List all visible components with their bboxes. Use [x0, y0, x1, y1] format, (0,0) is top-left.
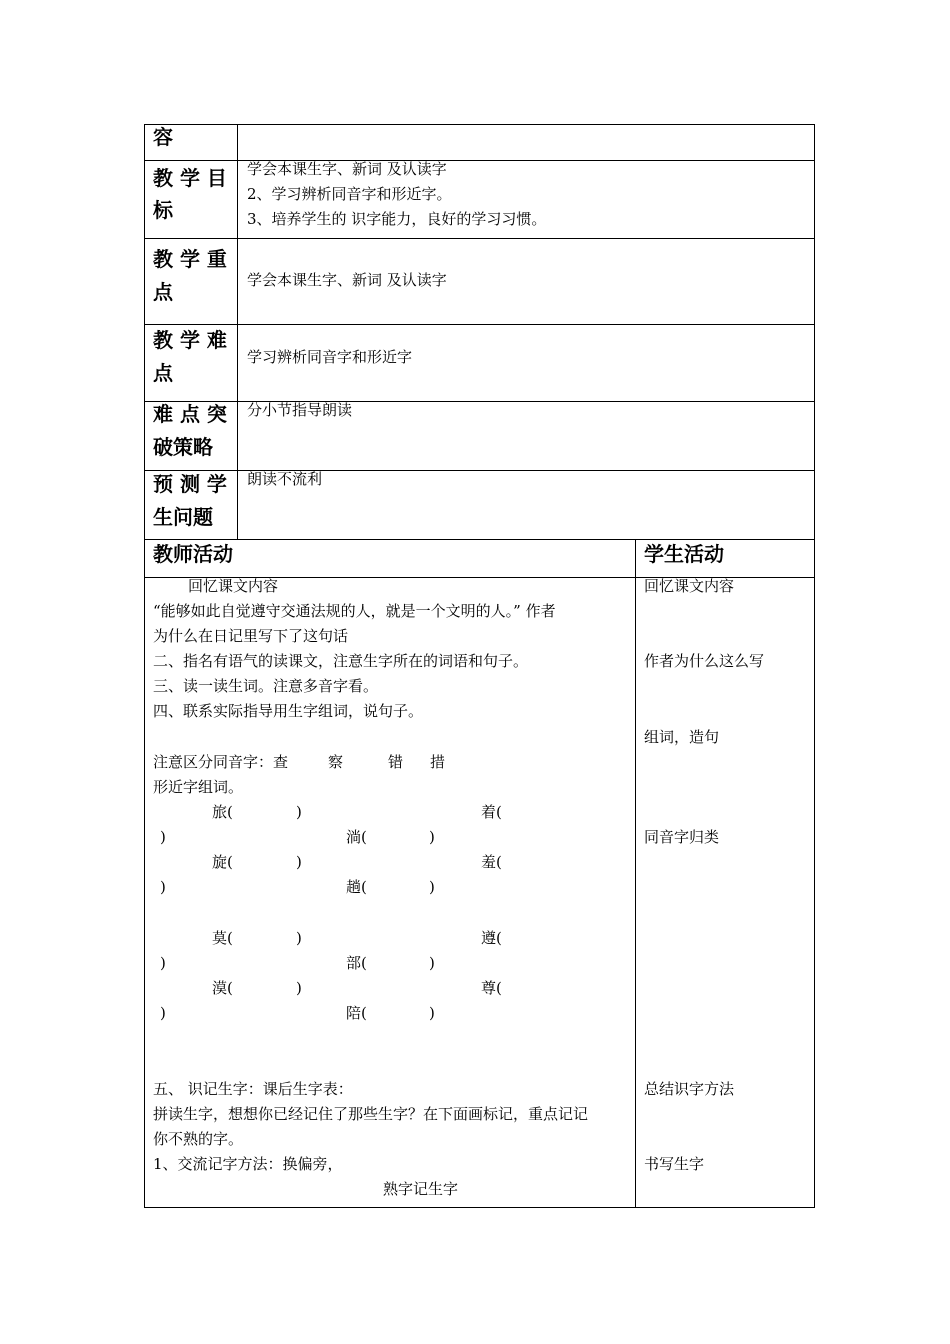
- table-border: [144, 324, 815, 325]
- student-line: 同音字归类: [644, 828, 720, 846]
- char-item-close: ): [296, 803, 302, 821]
- table-border: [144, 124, 145, 1208]
- char-item-close: ): [429, 828, 435, 846]
- row-label: 容: [153, 125, 173, 149]
- row-content: 学会本课生字、新词 及认读字: [247, 160, 447, 178]
- char-item-close: ): [429, 878, 435, 896]
- char-item: 漠(: [212, 979, 233, 997]
- teacher-line: 熟字记生字: [383, 1180, 459, 1198]
- teacher-line: 拼读生字，想想你已经记住了那些生字？在下面画标记，重点记记: [153, 1105, 589, 1123]
- table-border: [144, 124, 815, 125]
- table-border: [144, 160, 815, 161]
- char-item: 部(: [346, 954, 367, 972]
- teacher-line: 注意区分同音字：查: [153, 753, 289, 771]
- row-content: 2、学习辨析同音字和形近字。: [247, 185, 452, 203]
- char-item-close: ): [296, 929, 302, 947]
- char-item: 羞(: [481, 853, 502, 871]
- row-label: 点: [153, 280, 173, 304]
- row-label: 点: [153, 361, 173, 385]
- row-content: 学习辨析同音字和形近字: [247, 348, 413, 366]
- row-content: 分小节指导朗读: [247, 401, 353, 419]
- char-item: 淌(: [346, 828, 367, 846]
- teacher-line: 三、读一读生词。注意多音字看。: [153, 677, 379, 695]
- row-label: 教 学 重: [153, 247, 227, 271]
- char-item: 旅(: [212, 803, 233, 821]
- table-border: [144, 401, 815, 402]
- row-label: 难 点 突: [153, 402, 227, 426]
- student-line: 回忆课文内容: [644, 577, 735, 595]
- table-border: [144, 470, 815, 471]
- row-label: 破策略: [153, 435, 213, 459]
- student-line: 组词，造句: [644, 728, 720, 746]
- teacher-line: 形近字组词。: [153, 778, 244, 796]
- char-item: 陪(: [346, 1004, 367, 1022]
- char-item-close: ): [160, 1004, 166, 1022]
- row-label: 教 学 目: [153, 166, 227, 190]
- row-label: 生问题: [153, 505, 213, 529]
- row-content: 学会本课生字、新词 及认读字: [247, 271, 447, 289]
- table-border: [144, 1207, 815, 1208]
- char-item: 旋(: [212, 853, 233, 871]
- teacher-line: 四、联系实际指导用生字组词，说句子。: [153, 702, 424, 720]
- teacher-line: 为什么在日记里写下了这句话: [153, 627, 349, 645]
- table-border: [237, 124, 238, 540]
- char-item: 着(: [481, 803, 502, 821]
- student-line: 作者为什么这么写: [644, 652, 765, 670]
- student-line: 书写生字: [644, 1155, 705, 1173]
- row-label: 教 学 难: [153, 328, 227, 352]
- homophone-char: 措: [430, 753, 446, 771]
- teacher-line: 你不熟的字。: [153, 1130, 244, 1148]
- char-item-close: ): [296, 979, 302, 997]
- table-border: [635, 539, 636, 1208]
- teacher-line: 二、指名有语气的读课文，注意生字所在的词语和句子。: [153, 652, 529, 670]
- teacher-line: 回忆课文内容: [188, 577, 279, 595]
- row-content: 朗读不流利: [247, 470, 323, 488]
- row-content: 3、培养学生的 识字能力，良好的学习习惯。: [247, 210, 547, 228]
- student-activity-header: 学生活动: [644, 542, 724, 566]
- char-item: 尊(: [481, 979, 502, 997]
- homophone-char: 错: [388, 753, 404, 771]
- homophone-char: 察: [328, 753, 344, 771]
- char-item-close: ): [160, 828, 166, 846]
- char-item: 趟(: [346, 878, 367, 896]
- student-line: 总结识字方法: [644, 1080, 735, 1098]
- char-item-close: ): [429, 954, 435, 972]
- row-label: 预 测 学: [153, 472, 227, 496]
- teacher-line: 五、 识记生字：课后生字表：: [153, 1080, 353, 1098]
- teacher-line: “能够如此自觉遵守交通法规的人，就是一个文明的人。” 作者: [153, 602, 556, 620]
- teacher-activity-header: 教师活动: [153, 542, 233, 566]
- char-item-close: ): [429, 1004, 435, 1022]
- char-item: 莫(: [212, 929, 233, 947]
- table-border: [144, 238, 815, 239]
- char-item-close: ): [296, 853, 302, 871]
- char-item-close: ): [160, 878, 166, 896]
- row-label: 标: [153, 198, 173, 222]
- char-item-close: ): [160, 954, 166, 972]
- table-border: [814, 124, 815, 1208]
- teacher-line: 1、交流记字方法：换偏旁，: [153, 1155, 343, 1173]
- char-item: 遵(: [481, 929, 502, 947]
